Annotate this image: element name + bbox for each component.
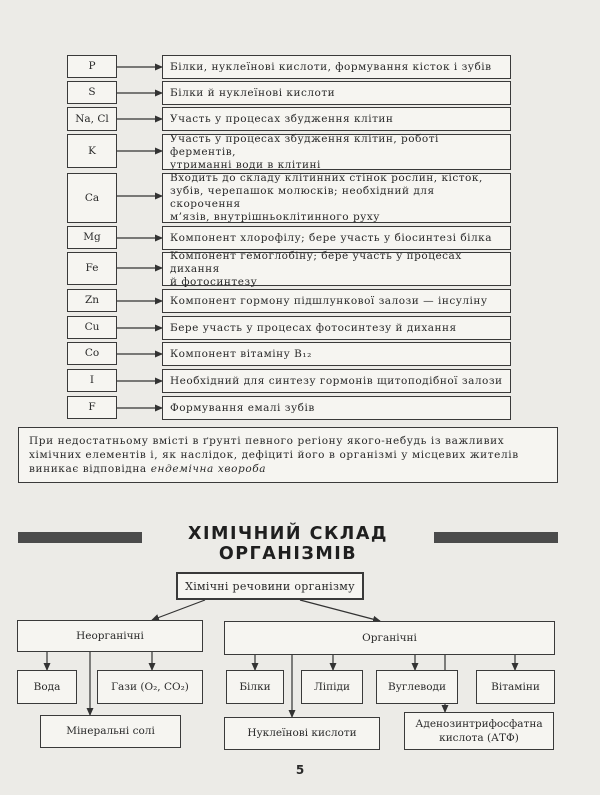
inorganic-node: Неорганічні (17, 620, 203, 652)
element-box: Fe (67, 252, 117, 285)
element-role: Компонент хлорофілу; бере участь у біосинтезі білка (162, 226, 511, 250)
element-box: Mg (67, 226, 117, 249)
section-title: ХІМІЧНИЙ СКЛАД ОРГАНІЗМІВ (142, 524, 434, 564)
element-box: F (67, 396, 117, 419)
element-box: Zn (67, 289, 117, 312)
element-role: Бере участь у процесах фотосинтезу й дихання (162, 316, 511, 340)
element-role: Необхідний для синтезу гормонів щитоподібної залози (162, 369, 511, 393)
element-role: Входить до складу клітинних стінок рослин, кісток, зубів, черепашок молюсків; необхідний для скорочення м’язів, внутрішньоклітинного руху (162, 173, 511, 223)
vitamins-node: Вітаміни (476, 670, 555, 704)
element-role: Компонент гормону підшлункової залози — інсуліну (162, 289, 511, 313)
proteins-node: Білки (226, 670, 284, 704)
element-box: Na, Cl (67, 107, 117, 131)
element-role: Компонент гемоглобіну; бере участь у процесах дихання й фотосинтезу (162, 252, 511, 286)
tree-root: Хімічні речовини організму (176, 572, 364, 600)
mineral-salts-node: Мінеральні солі (40, 715, 181, 748)
page-number: 5 (295, 763, 305, 777)
gases-node: Гази (O₂, CO₂) (97, 670, 203, 704)
element-box: P (67, 55, 117, 78)
organic-node: Органічні (224, 621, 555, 655)
element-role: Формування емалі зубів (162, 396, 511, 420)
element-box: Co (67, 342, 117, 365)
element-role: Білки й нуклеїнові кислоти (162, 81, 511, 105)
atp-node: Аденозинтрифосфатна кислота (АТФ) (404, 712, 554, 750)
element-box: K (67, 134, 117, 168)
heading-band-right (434, 532, 558, 543)
nucleic-acids-node: Нуклеїнові кислоти (224, 717, 380, 750)
element-role: Компонент вітаміну B₁₂ (162, 342, 511, 366)
element-role: Участь у процесах збудження клітин, роботі ферментів, утриманні води в клітині (162, 134, 511, 170)
heading-band-left (18, 532, 142, 543)
element-role: Білки, нуклеїнові кислоти, формування кісток і зубів (162, 55, 511, 79)
element-role: Участь у процесах збудження клітин (162, 107, 511, 131)
element-box: Cu (67, 316, 117, 339)
endemic-disease-term: ендемічна хвороба (150, 463, 267, 475)
carbohydrates-node: Вуглеводи (376, 670, 458, 704)
endemic-disease-note: При недостатньому вмісті в ґрунті певного регіону якого-небудь із важливих хімічних елементів і, як наслідок, дефіциті його в організмі у місцевих жителів виникає відповідна ендемічна хвороба (18, 427, 558, 483)
element-box: Ca (67, 173, 117, 223)
element-box: I (67, 369, 117, 392)
water-node: Вода (17, 670, 77, 704)
lipids-node: Ліпіди (301, 670, 363, 704)
element-box: S (67, 81, 117, 104)
